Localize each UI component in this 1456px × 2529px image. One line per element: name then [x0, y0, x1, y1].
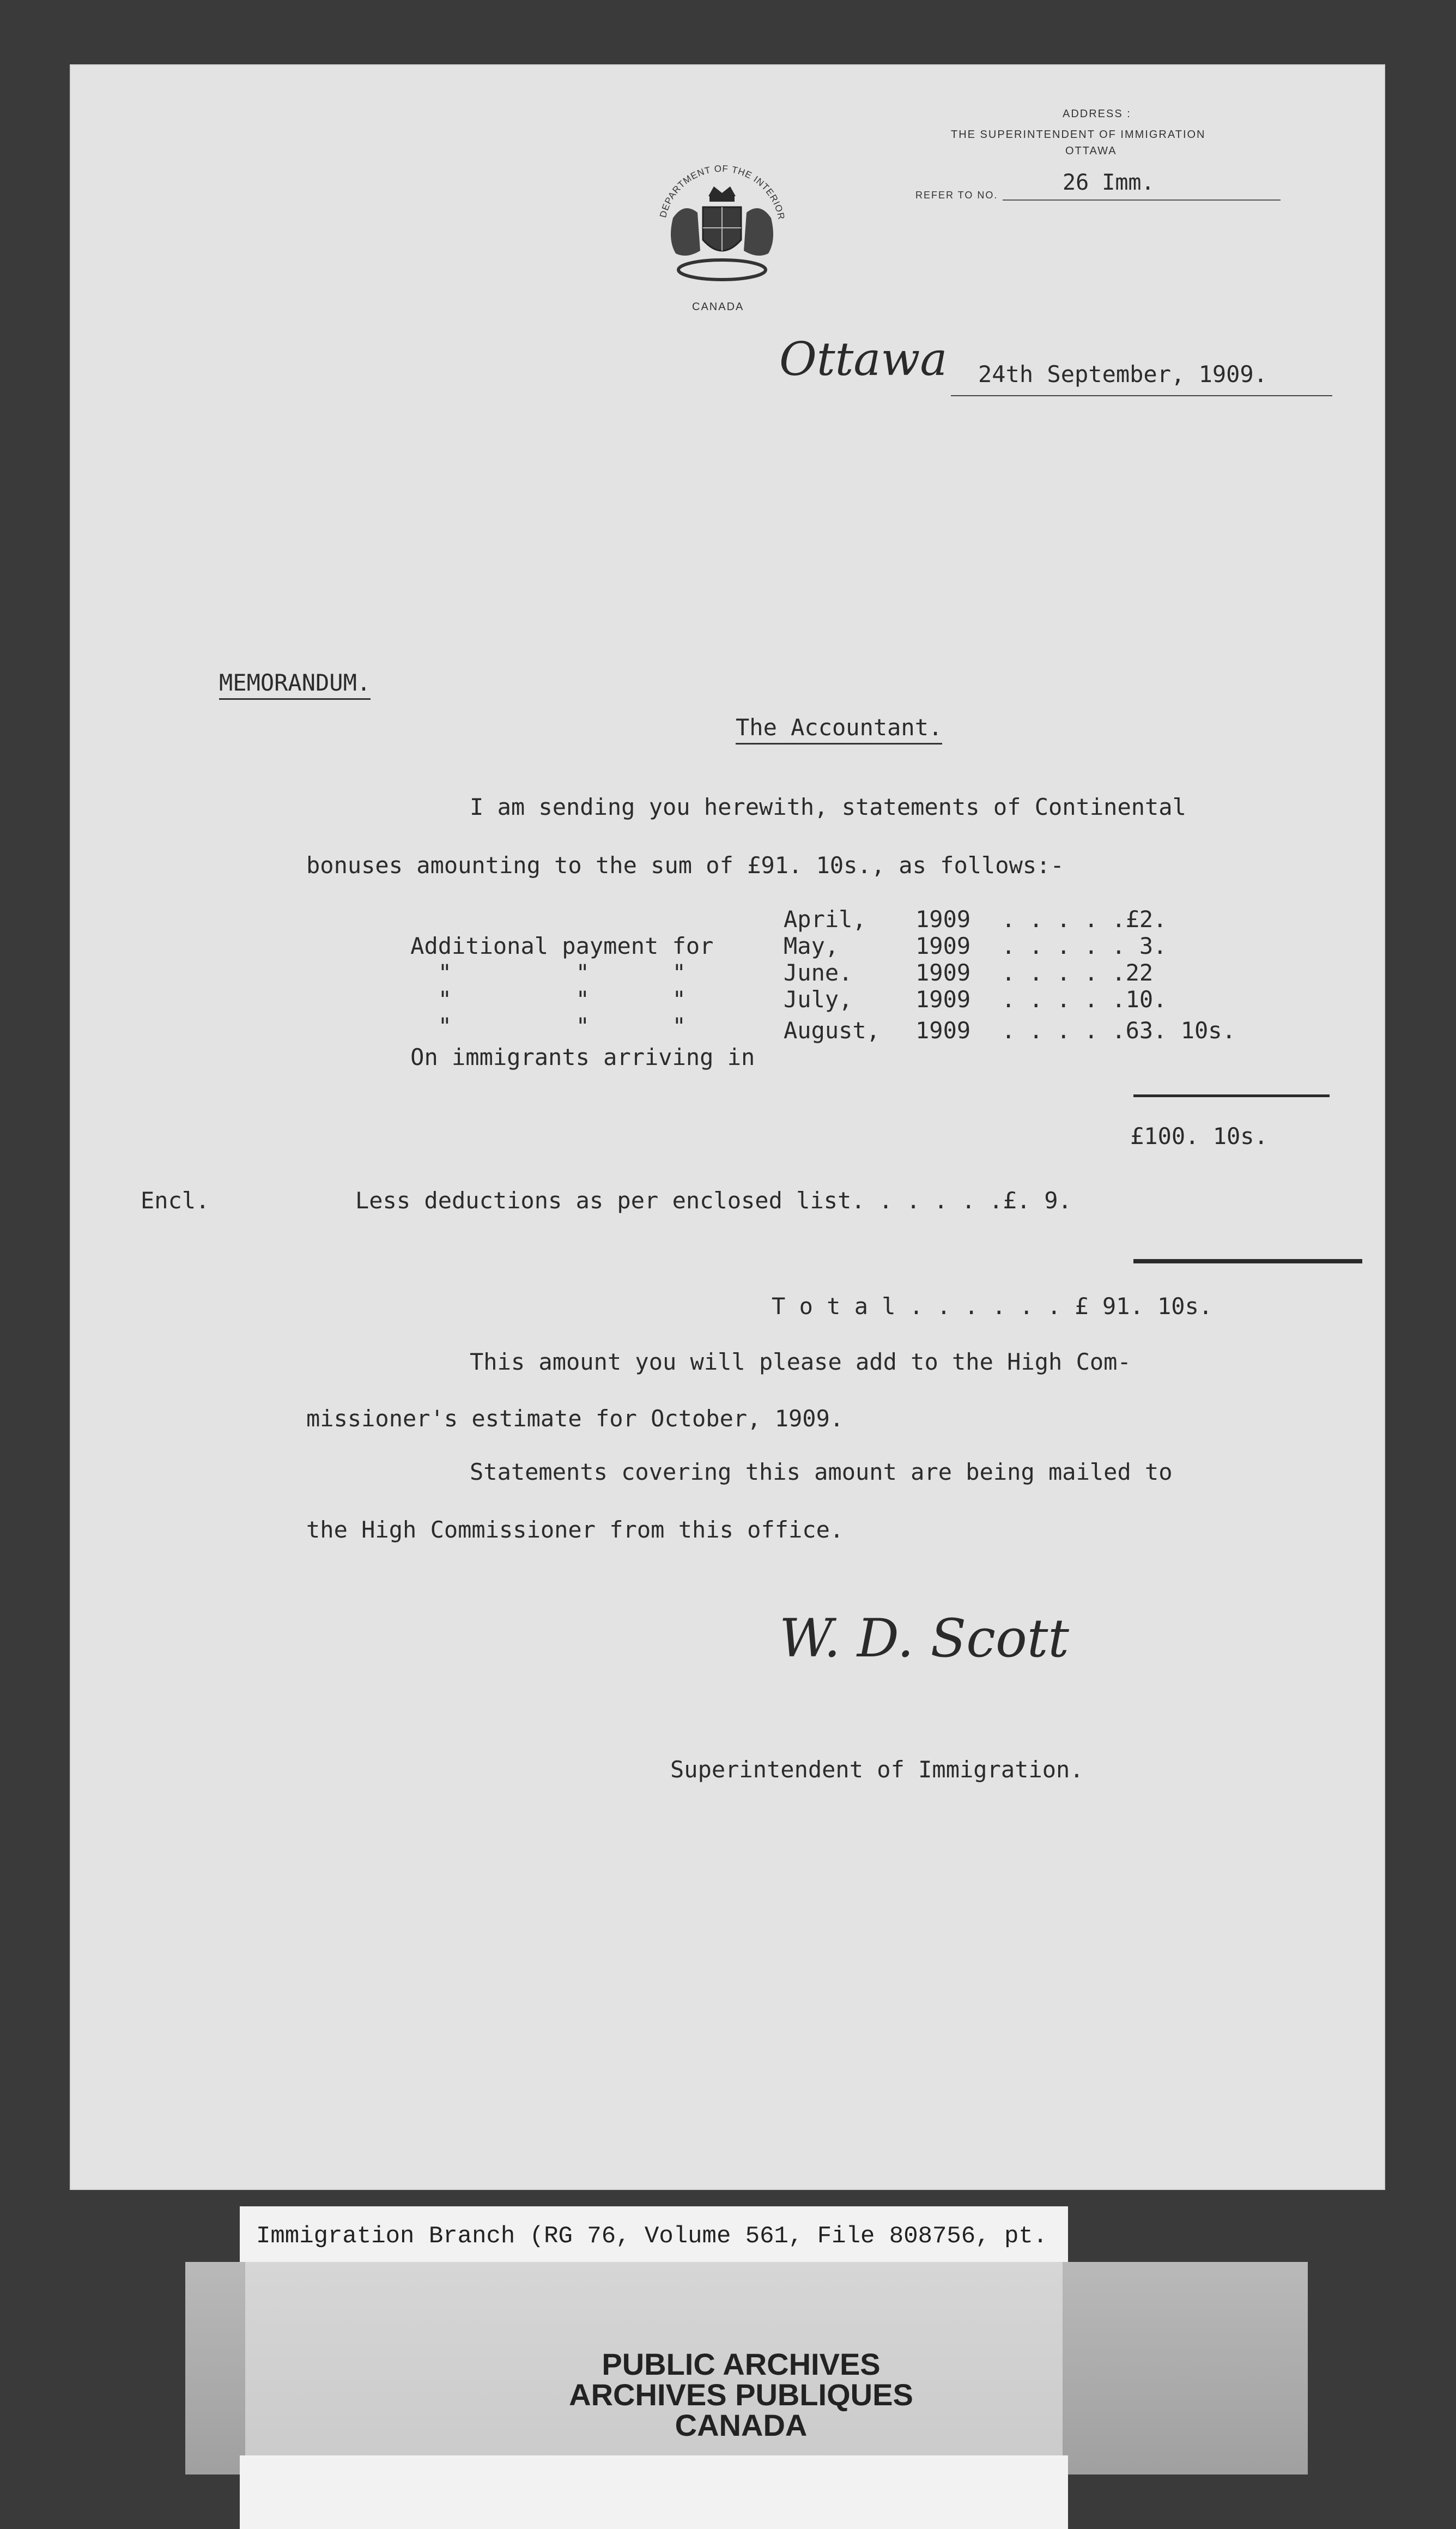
total-rule	[1133, 1259, 1362, 1263]
crest-canada: CANADA	[692, 301, 744, 313]
stamp-line1: PUBLIC ARCHIVES	[602, 2347, 881, 2381]
paragraph1-line2: bonuses amounting to the sum of £91. 10s., as follows:-	[306, 852, 1064, 879]
row-month: June.	[784, 959, 853, 986]
row-amount: . . . . .£2.	[1002, 906, 1167, 933]
row-month: May,	[784, 933, 839, 959]
row-amount: . . . . .22	[1002, 959, 1154, 986]
row-label: " " "	[410, 1013, 686, 1039]
refer-label: REFER TO NO.	[915, 190, 998, 201]
crest-icon	[643, 158, 801, 322]
paragraph2-line2: missioner's estimate for October, 1909.	[306, 1405, 844, 1432]
row-amount: . . . . . 3.	[1002, 933, 1167, 959]
address-line2: OTTAWA	[1065, 145, 1117, 157]
subtotal: £100. 10s.	[1130, 1123, 1268, 1149]
row-month: July,	[784, 986, 853, 1013]
enclosure-note: Encl.	[141, 1187, 210, 1214]
city-name: Ottawa	[779, 332, 948, 386]
crest-top-text: DEPARTMENT OF THE INTERIOR	[658, 163, 787, 221]
paragraph1-line1: I am sending you herewith, statements of Continental	[470, 794, 1186, 820]
row-amount: . . . . .10.	[1002, 986, 1167, 1013]
signature-title: Superintendent of Immigration.	[670, 1756, 1084, 1783]
address-line1: THE SUPERINTENDENT OF IMMIGRATION	[951, 129, 1206, 141]
row-label: Additional payment for	[410, 933, 714, 959]
signature: W. D. Scott	[779, 1608, 1069, 1669]
address-label: ADDRESS :	[1063, 108, 1131, 120]
bottom-strip	[240, 2455, 1068, 2529]
paragraph2-line1: This amount you will please add to the High Com-	[470, 1348, 1131, 1375]
row-year: 1909	[915, 959, 971, 986]
paragraph3-line2: the High Commissioner from this office.	[306, 1516, 844, 1543]
row-amount: . . . . .63. 10s.	[1002, 1017, 1236, 1044]
subtotal-rule	[1133, 1094, 1330, 1097]
row-label: " " "	[410, 959, 686, 986]
total-line: T o t a l . . . . . . £ 91. 10s.	[772, 1293, 1213, 1320]
row-year: 1909	[915, 1017, 971, 1044]
row-year: 1909	[915, 986, 971, 1013]
row-month: August,	[784, 1017, 881, 1044]
date-line	[951, 395, 1332, 396]
refer-number: 26 Imm.	[1063, 170, 1155, 195]
department-crest	[643, 158, 801, 322]
archive-stamp	[447, 2349, 1035, 2441]
letter-date: 24th September, 1909.	[978, 361, 1268, 388]
row-year: 1909	[915, 933, 971, 959]
archive-reference-label: Immigration Branch (RG 76, Volume 561, File 808756, pt.	[240, 2206, 1068, 2266]
addressee: The Accountant.	[736, 714, 942, 745]
schedule-row	[355, 1017, 755, 1097]
row-year: 1909	[915, 906, 971, 933]
stamp-line3: CANADA	[675, 2408, 808, 2442]
paragraph3-line1: Statements covering this amount are being mailed to	[470, 1459, 1173, 1485]
refer-line	[1003, 199, 1281, 201]
row-month: April,	[784, 906, 866, 933]
memorandum-heading: MEMORANDUM.	[219, 669, 371, 700]
row-label: " " "	[410, 986, 686, 1013]
deductions-line: Less deductions as per enclosed list. . . . . .£. 9.	[355, 1187, 1072, 1214]
row-label: On immigrants arriving in	[410, 1044, 755, 1070]
stamp-line2: ARCHIVES PUBLIQUES	[569, 2377, 913, 2412]
